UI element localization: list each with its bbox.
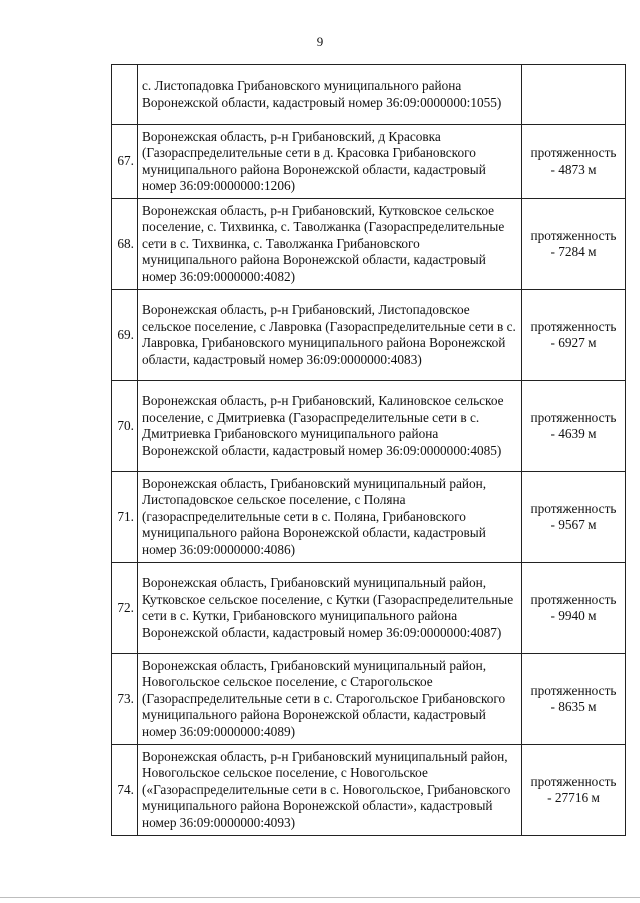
table-row [112, 381, 626, 472]
length-cell [522, 125, 626, 199]
object-description: Воронежская область, р-н Грибановский, д Красовка (Газораспределительные сети в д. Красовка Грибановского муниципального района Воронежской области, кадастровый номер 36:09:0000000:1206) [138, 125, 522, 199]
length-label: протяженность [530, 145, 617, 160]
table-row [112, 125, 626, 199]
row-number: 71. [112, 472, 138, 563]
row-number: 74. [112, 745, 138, 836]
length-value: - 4639 м [550, 426, 597, 441]
length-value: - 9567 м [550, 517, 597, 532]
length-label: протяженность [530, 773, 617, 789]
length-label: протяженность [530, 591, 617, 607]
table-row [112, 563, 626, 654]
bottom-scan-edge [0, 897, 640, 898]
row-number: 73. [112, 654, 138, 745]
object-description: Воронежская область, Грибановский муниципальный район, Новогольское сельское поселение, с Старогольское (Газораспределительные сети в с. Старогольское Грибановского муниципального района Воронежской области, кадастровый номер 36:09:0000000:4089) [138, 654, 522, 745]
length-value: - 6927 м [550, 335, 597, 350]
row-number: 68. [112, 199, 138, 290]
row-number: 69. [112, 290, 138, 381]
length-cell [522, 199, 626, 290]
length-cell [522, 472, 626, 563]
row-number: 67. [112, 125, 138, 199]
length-value: - 4873 м [550, 161, 597, 177]
gas-network-registry-table [111, 64, 626, 836]
length-cell [522, 745, 626, 836]
row-number: 72. [112, 563, 138, 654]
table-row [112, 472, 626, 563]
length-cell [522, 65, 626, 125]
length-label: протяженность [530, 227, 617, 243]
table-row [112, 65, 626, 125]
length-value: - 9940 м [550, 608, 597, 623]
length-label: протяженность [530, 318, 617, 334]
length-cell [522, 563, 626, 654]
table-row [112, 745, 626, 836]
table-row [112, 290, 626, 381]
length-label: протяженность [530, 682, 617, 698]
object-description: с. Листопадовка Грибановского муниципального района Воронежской области, кадастровый номер 36:09:0000000:1055) [138, 65, 522, 125]
length-value: - 27716 м [547, 790, 600, 805]
object-description: Воронежская область, р-н Грибановский, Листопадовское сельское поселение, с Лавровка (Газораспределительные сети в с. Лавровка, Грибановского муниципального района Воронежской области, кадастровый номер 36:09:0000000:4083) [138, 290, 522, 381]
length-cell [522, 654, 626, 745]
object-description: Воронежская область, р-н Грибановский, Калиновское сельское поселение, с Дмитриевка (Газораспределительные сети в с. Дмитриевка Грибановского муниципального района Воронежской области, кадастровый номер 36:09:0000000:4085) [138, 381, 522, 472]
row-number [112, 65, 138, 125]
length-cell [522, 290, 626, 381]
table-row [112, 199, 626, 290]
length-value: - 8635 м [550, 699, 597, 714]
table-row [112, 654, 626, 745]
row-number: 70. [112, 381, 138, 472]
length-label: протяженность [530, 409, 617, 425]
page-number: 9 [316, 34, 324, 49]
object-description: Воронежская область, р-н Грибановский муниципальный район, Новогольское сельское поселение, с Новогольское («Газораспределительные сети в с. Новогольское, Грибановского муниципального района Воронежской области», кадастровый номер 36:09:0000000:4093) [138, 745, 522, 836]
length-value: - 7284 м [550, 244, 597, 259]
object-description: Воронежская область, р-н Грибановский, Кутковское сельское поселение, с. Тихвинка, с. Таволжанка (Газораспределительные сети в с. Тихвинка, с. Таволжанка Грибановского муниципального района Воронежской области, кадастровый номер 36:09:0000000:4082) [138, 199, 522, 290]
length-label: протяженность [530, 500, 617, 516]
object-description: Воронежская область, Грибановский муниципальный район, Листопадовское сельское поселение, с Поляна (газораспределительные сети в с. Поляна, Грибановского муниципального района Воронежской области, кадастровый номер 36:09:0000000:4086) [138, 472, 522, 563]
object-description: Воронежская область, Грибановский муниципальный район, Кутковское сельское поселение, с Кутки (Газораспределительные сети в с. Кутки, Грибановского муниципального района Воронежской области, кадастровый номер 36:09:0000000:4087) [138, 563, 522, 654]
length-cell [522, 381, 626, 472]
